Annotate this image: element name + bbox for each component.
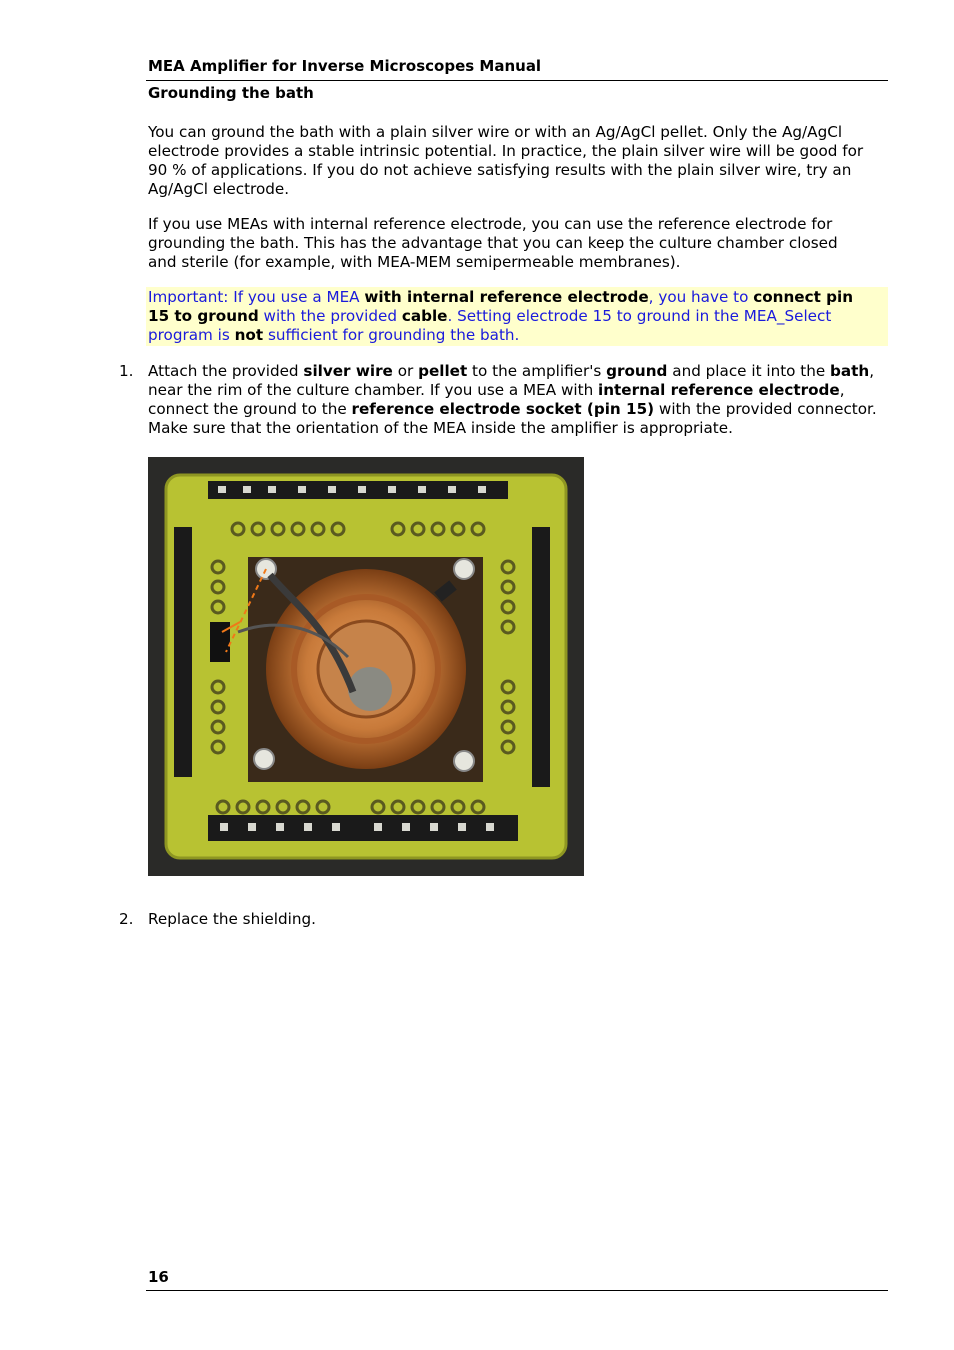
page-number: 16 (148, 1268, 169, 1286)
step-1-number: 1. (119, 362, 134, 380)
paragraph-1: You can ground the bath with a plain silver wire or with an Ag/AgCl pellet. Only the Ag/AgCl electrode provides a stable intrinsic potential. In practice, the plain silver wire will be good for 90 % of applications. If you do not achieve satisfying results with the plain silver wire, try an Ag/AgCl electrode. (148, 123, 864, 198)
amplifier-board-illustration (148, 457, 584, 876)
amplifier-photo (148, 457, 584, 876)
step-2-text: Replace the shielding. (148, 910, 316, 928)
important-note-text: Important: If you use a MEA with internal reference electrode, you have to connect pin 15 to ground with the provided cable. Setting electrode 15 to ground in the MEA_Select program is not sufficient for grounding the bath. (148, 288, 854, 344)
paragraph-2: If you use MEAs with internal reference electrode, you can use the reference electrode for grounding the bath. This has the advantage that you can keep the culture chamber closed and sterile (for example, with MEA-MEM semipermeable membranes). (148, 215, 838, 271)
footer-rule (146, 1290, 888, 1291)
section-heading: Grounding the bath (148, 84, 314, 102)
header-title: MEA Amplifier for Inverse Microscopes Manual (148, 57, 542, 75)
header-rule (146, 80, 888, 81)
step-2-number: 2. (119, 910, 134, 928)
step-1-text: Attach the provided silver wire or pellet to the amplifier's ground and place it into the bath, near the rim of the culture chamber. If you use a MEA with internal reference electrode, connect the ground to the reference electrode socket (pin 15) with the provided connector. Make sure that the orientation of the MEA inside the amplifier is appropriate. (148, 362, 877, 437)
important-note (146, 287, 888, 346)
